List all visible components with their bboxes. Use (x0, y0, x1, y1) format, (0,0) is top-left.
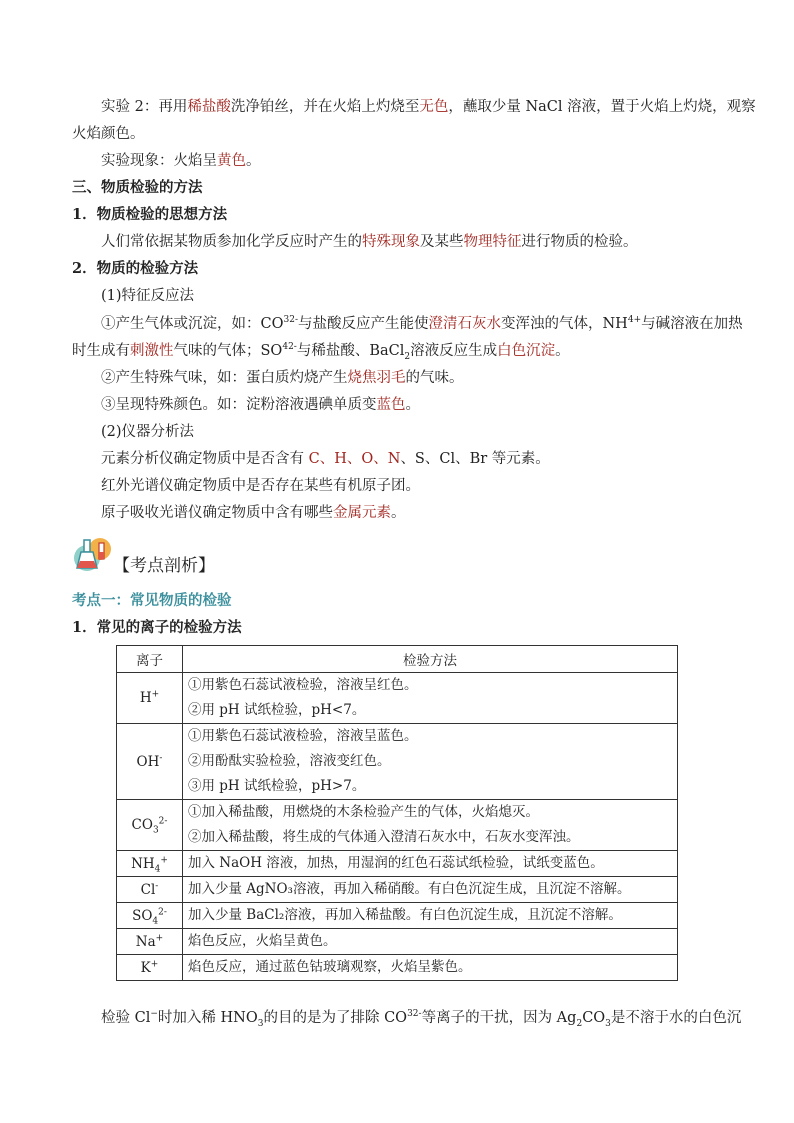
table-row (117, 903, 678, 929)
method-line: ②用酚酞实验检验，溶液变红色。 (188, 753, 391, 769)
header-method: 检验方法 (183, 646, 678, 673)
method-line: 焰色反应，火焰呈黄色。 (188, 933, 337, 949)
instrument-line-1: 元素分析仪确定物质中是否含有 C、H、O、N、S、Cl、Br 等元素。 (101, 451, 550, 467)
method-line: ②用 pH 试纸检验，pH<7。 (188, 702, 366, 718)
flask-icon (73, 534, 115, 574)
table-row (117, 673, 678, 724)
exp2-line2: 火焰颜色。 (72, 126, 145, 142)
reaction-line-2: 时生成有刺激性气味的气体；$SO^{42-}$与稀盐酸、BaCl$_2$溶液反应生成白色沉淀。 (72, 342, 570, 362)
subsection-1-title: 1．物质检验的思想方法 (72, 206, 228, 223)
method-cell (183, 955, 678, 981)
method-cell (183, 851, 678, 877)
method-cell (183, 800, 678, 851)
table-row (117, 851, 678, 877)
reaction-line-4: ③呈现特殊颜色。如：淀粉溶液遇碘单质变蓝色。 (101, 397, 420, 413)
section-title: 三、物质检验的方法 (72, 179, 203, 196)
analysis-header: 【考点剖析】 (113, 556, 215, 576)
ion-detection-title: 1．常见的离子的检验方法 (72, 619, 242, 636)
method-cell (183, 903, 678, 929)
subsection-2-title: 2．物质的检验方法 (72, 260, 199, 277)
method-2-title: (2)仪器分析法 (101, 424, 195, 440)
instrument-line-3: 原子吸收光谱仪确定物质中含有哪些金属元素。 (101, 505, 406, 521)
method-line: ③用 pH 试纸检验，pH>7。 (188, 778, 366, 794)
table-row (117, 800, 678, 851)
method-line: 加入少量 BaCl₂溶液，再加入稀盐酸。有白色沉淀生成，且沉淀不溶解。 (188, 907, 622, 923)
header-ion: 离子 (117, 646, 183, 673)
method-line: ②加入稀盐酸，将生成的气体通入澄清石灰水中，石灰水变浑浊。 (188, 829, 580, 845)
method-line: ①用紫色石蕊试液检验，溶液呈红色。 (188, 677, 418, 693)
ion-cell: H+ (117, 673, 183, 724)
method-line: ①用紫色石蕊试液检验，溶液呈蓝色。 (188, 728, 418, 744)
ion-cell: $NH_4^+$ (117, 851, 183, 877)
table-row (117, 877, 678, 903)
exp2-observation: 实验现象：火焰呈黄色。 (101, 153, 261, 169)
ion-cell: $SO_4^{2-}$ (117, 903, 183, 929)
exp2-line1: 实验 2：再用稀盐酸洗净铂丝，并在火焰上灼烧至无色，蘸取少量 NaCl 溶液，置于火焰上灼烧，观察 (101, 99, 756, 115)
method-cell (183, 673, 678, 724)
reaction-line-3: ②产生特殊气味，如：蛋白质灼烧产生烧焦羽毛的气味。 (101, 370, 464, 386)
reaction-line-1: ①产生气体或沉淀，如：$CO^{32-}$与盐酸反应产生能使澄清石灰水变浑浊的气体，$NH^{4+}$与碱溶液在加热 (101, 315, 743, 332)
ion-cell: K+ (117, 955, 183, 981)
method-line: 加入 NaOH 溶液，加热，用湿润的红色石蕊试纸检验，试纸变蓝色。 (188, 855, 604, 871)
ion-detection-table (116, 645, 678, 981)
method-cell (183, 929, 678, 955)
method-cell (183, 724, 678, 800)
table-row (117, 724, 678, 800)
ion-cell: OH- (117, 724, 183, 800)
method-1-title: (1)特征反应法 (101, 288, 195, 304)
footer-note: 检验 Cl−时加入稀 $HNO_3$的目的是为了排除 $CO^{32-}$等离子的干扰，因为 $Ag_2CO_3$是不溶于水的白色沉 (101, 1009, 742, 1029)
ion-cell: $CO_3^{2-}$ (117, 800, 183, 851)
instrument-line-2: 红外光谱仪确定物质中是否存在某些有机原子团。 (101, 478, 420, 494)
exam-point-1: 考点一：常见物质的检验 (72, 592, 232, 609)
ion-cell: Na+ (117, 929, 183, 955)
method-line: 加入少量 AgNO₃溶液，再加入稀硝酸。有白色沉淀生成，且沉淀不溶解。 (188, 881, 631, 897)
ion-cell: Cl- (117, 877, 183, 903)
table-row (117, 955, 678, 981)
paragraph-1: 人们常依据某物质参加化学反应时产生的特殊现象及某些物理特征进行物质的检验。 (101, 234, 638, 250)
method-line: ①加入稀盐酸，用燃烧的木条检验产生的气体，火焰熄灭。 (188, 804, 539, 820)
method-line: 焰色反应，通过蓝色钴玻璃观察，火焰呈紫色。 (188, 959, 472, 975)
table-row (117, 929, 678, 955)
method-cell (183, 877, 678, 903)
table-header-row (117, 646, 678, 673)
